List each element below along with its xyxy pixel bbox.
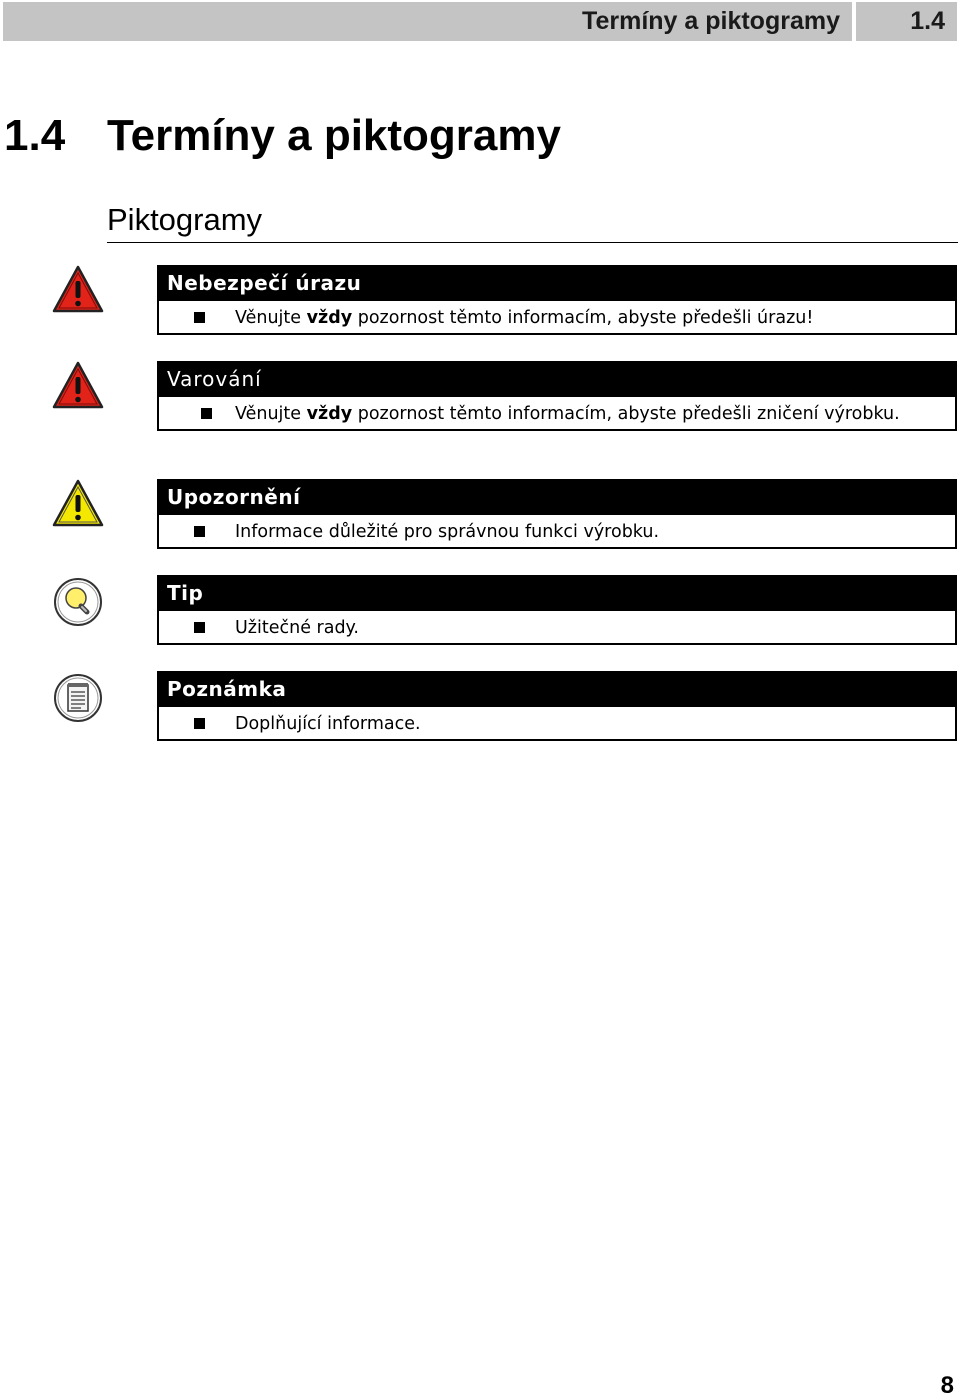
bullet-icon xyxy=(194,622,205,633)
bullet-icon xyxy=(194,526,205,537)
red-warning-triangle-icon xyxy=(52,360,104,412)
notice-warning xyxy=(157,361,957,431)
notice-title: Upozornění xyxy=(157,479,957,515)
notice-text: Věnujte xyxy=(235,308,307,328)
bullet-icon xyxy=(194,312,205,323)
yellow-warning-triangle-icon xyxy=(52,478,104,530)
notepad-icon xyxy=(52,672,104,724)
subheading: Piktogramy xyxy=(107,200,958,243)
running-header-section-number: 1.4 xyxy=(856,2,957,41)
notice-caution xyxy=(157,479,957,549)
lightbulb-icon xyxy=(52,576,104,628)
running-header xyxy=(3,2,957,41)
notice-body xyxy=(157,611,957,645)
notice-tip xyxy=(157,575,957,645)
notice-title: Varování xyxy=(157,361,957,397)
notice-text: pozornost těmto informacím, abyste předešli úrazu! xyxy=(352,308,814,328)
notice-text: Informace důležité pro správnou funkci výrobku. xyxy=(235,522,660,542)
notice-body xyxy=(157,707,957,741)
notice-text: Užitečné rady. xyxy=(235,618,359,638)
notice-body xyxy=(157,397,957,431)
bullet-icon xyxy=(201,408,212,419)
section-heading xyxy=(4,108,561,164)
bullet-icon xyxy=(194,718,205,729)
red-warning-triangle-icon xyxy=(52,264,104,316)
notice-text: pozornost těmto informacím, abyste předešli zničení výrobku. xyxy=(352,404,900,424)
notice-text-bold: vždy xyxy=(306,308,353,328)
notice-title: Nebezpečí úrazu xyxy=(157,265,957,301)
section-title: Termíny a piktogramy xyxy=(107,111,561,160)
notice-text-bold: vždy xyxy=(306,404,353,424)
notice-title: Tip xyxy=(157,575,957,611)
running-header-title: Termíny a piktogramy xyxy=(3,2,852,41)
notice-body xyxy=(157,301,957,335)
notice-title: Poznámka xyxy=(157,671,957,707)
notice-note xyxy=(157,671,957,741)
notice-injury-danger xyxy=(157,265,957,335)
notice-text: Věnujte xyxy=(235,404,307,424)
notice-body xyxy=(157,515,957,549)
notice-text: Doplňující informace. xyxy=(235,714,421,734)
page-number: 8 xyxy=(940,1372,954,1399)
section-number: 1.4 xyxy=(4,111,66,160)
